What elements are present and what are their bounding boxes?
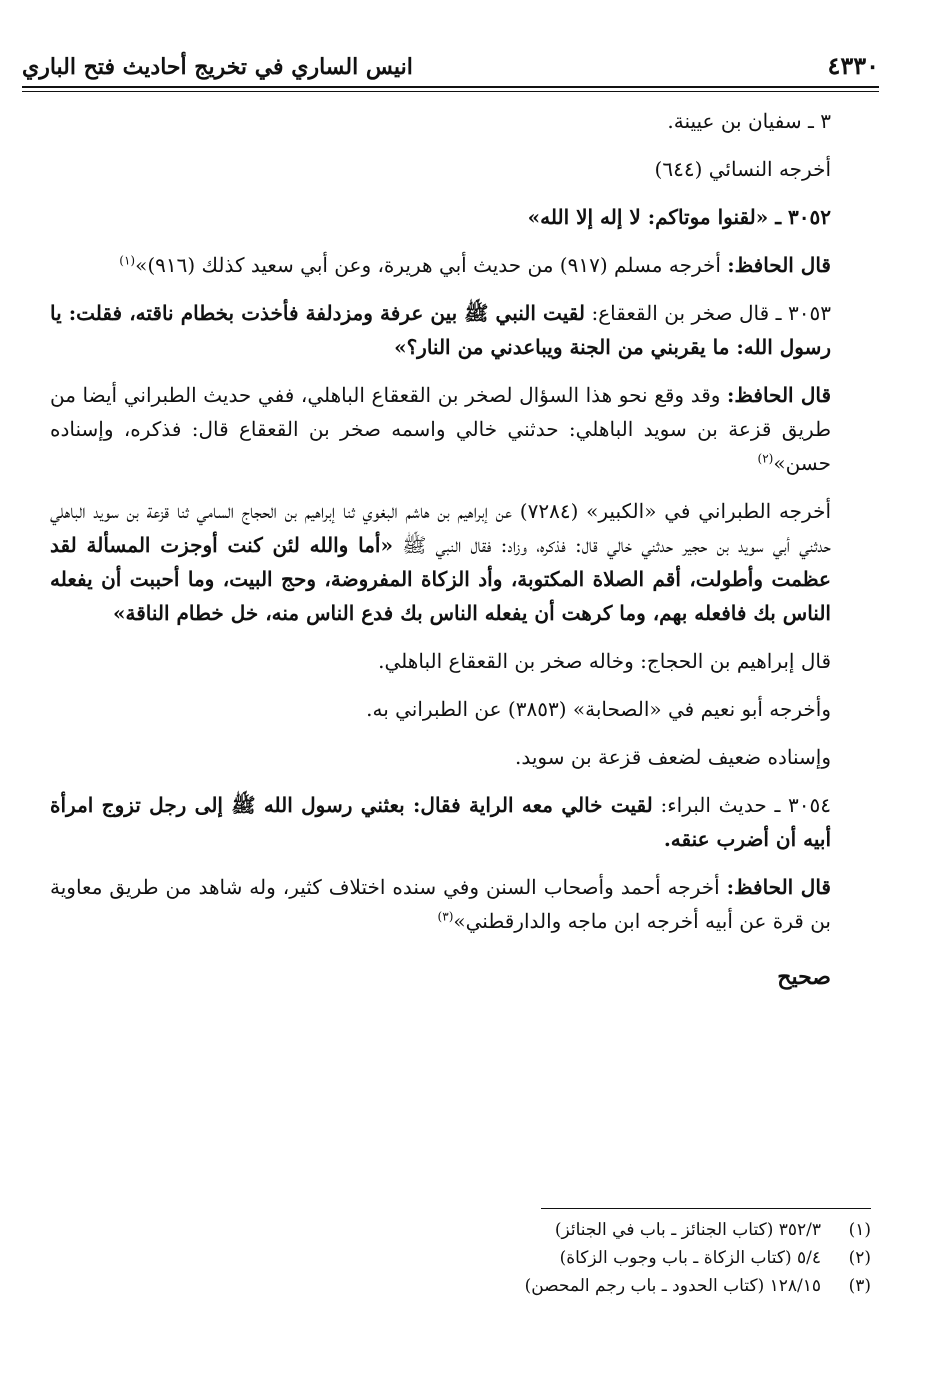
hadith-3053-text: لقيت النبي ﷺ بين عرفة ومزدلفة فأخذت بخطام ناقته، فقلت: يا رسول الله: ما يقربني من الجنة ويباعدني من النار؟» [50,301,831,359]
footnotes [271,1216,871,1300]
hafiz-label: قال الحافظ: [727,383,832,407]
hadith-3053-heading [50,296,871,364]
hadith-3054-prefix: ٣٠٥٤ ـ حديث البراء: [660,793,831,817]
takhrij-tabarani [50,494,871,630]
footnote-number: (١) [848,1220,871,1240]
hafiz-comment-3054 [50,870,871,938]
hadith-3054-text: لقيت خالي معه الراية فقال: بعثني رسول الله ﷺ إلى رجل تزوج امرأة أبيه أن أضرب عنقه. [50,793,831,851]
footnote-item [271,1272,871,1300]
hafiz-text: أخرجه مسلم (٩١٧) من حديث أبي هريرة، وعن أبي سعيد كذلك (٩١٦)» [135,253,721,277]
page-body [50,104,871,1008]
hafiz-text: وقد وقع نحو هذا السؤال لصخر بن القعقاع الباهلي، ففي حديث الطبراني أيضا من طريق قزعة بن سويد الباهلي: حدثني خالي واسمه صخر بن القعقاع قال: فذكره، وإسناده حسن» [50,383,831,475]
footnote-number: (٢) [848,1248,871,1268]
page-header [22,40,879,88]
narrator-item: ٣ ـ سفيان بن عيينة. [667,109,831,133]
page-number: ٤٣٣٠ [827,51,879,80]
footnote-ref-2: (٢) [757,451,774,466]
hadith-3052-heading: ٣٠٥٢ ـ «لقنوا موتاكم: لا إله إلا الله» [527,205,831,229]
takhrij-nasai: أخرجه النسائي (٦٤٤) [654,157,831,181]
hafiz-comment-3052 [50,248,871,282]
footnote-number: (٣) [848,1276,871,1296]
hafiz-label: قال الحافظ: [726,875,831,899]
footnote-item [271,1244,871,1272]
footnote-ref-3: (٣) [437,909,454,924]
hafiz-text: أخرجه أحمد وأصحاب السنن وفي سنده اختلاف كثير، وله شاهد من طريق معاوية بن قرة عن أبيه أخرجه ابن ماجه والدارقطني» [50,875,831,933]
footnote-text: ٣٥٢/٣ (كتاب الجنائز ـ باب في الجنائز) [554,1220,821,1240]
footnote-text: ٥/٤ (كتاب الزكاة ـ باب وجوب الزكاة) [559,1248,821,1268]
hafiz-label: قال الحافظ: [727,253,831,277]
hadith-3053-prefix: ٣٠٥٣ ـ قال صخر بن القعقاع: [591,301,832,325]
hadith-3054-heading [50,788,871,856]
tabarani-addition: «أما والله لئن كنت أوجزت المسألة لقد عظمت وأطولت، أقم الصلاة المكتوبة، وأد الزكاة المفروضة، وحج البيت، وما أحببت أن يفعله الناس بك فافعله بهم، وما كرهت أن يفعله الناس بك فدع الناس منه، خل خطام الناقة» [50,533,831,625]
footnote-item [271,1216,871,1244]
tabarani-text: أخرجه الطبراني في «الكبير» (٧٢٨٤) عن إبراهيم بن هاشم البغوي ثنا إبراهيم بن الحجاج السامي ثنا قزعة بن سويد الباهلي حدثني أبي سويد بن حجير حدثني خالي قال: فذكره، وزاد: فقال النبي ﷺ [50,499,831,557]
grading-sahih: صحيح [777,964,831,990]
running-title: انيس الساري في تخريج أحاديث فتح الباري [22,54,413,80]
isnad-note: وإسناده ضعيف لضعف قزعة بن سويد. [515,745,831,769]
footnote-divider [541,1208,871,1209]
footnote-ref-1: (١) [119,253,136,268]
ibrahim-note: قال إبراهيم بن الحجاج: وخاله صخر بن القعقاع الباهلي. [378,649,831,673]
footnote-text: ١٢٨/١٥ (كتاب الحدود ـ باب رجم المحصن) [524,1276,821,1296]
abunuaym-note: وأخرجه أبو نعيم في «الصحابة» (٣٨٥٣) عن الطبراني به. [366,697,831,721]
hafiz-comment-3053 [50,378,871,480]
